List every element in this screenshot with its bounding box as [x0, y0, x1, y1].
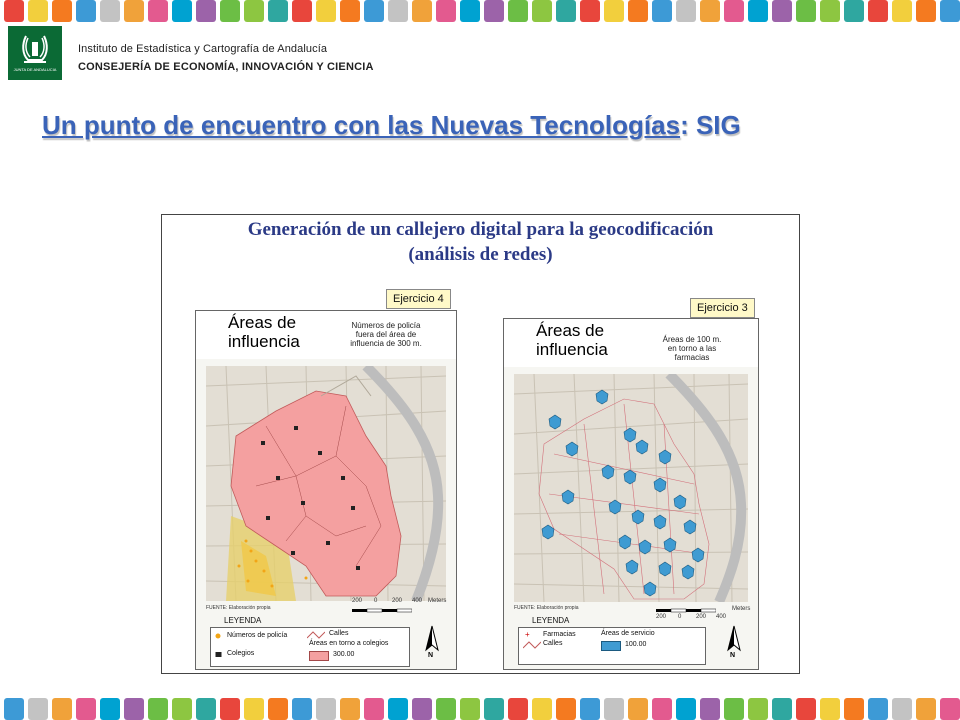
stripe-segment — [52, 0, 72, 22]
stripe-segment — [820, 698, 840, 720]
right-source: FUENTE: Elaboración propia — [514, 605, 579, 611]
stripe-segment — [148, 0, 168, 22]
stripe-segment — [892, 0, 912, 22]
title-suffix: : SIG — [680, 110, 741, 140]
right-note-line2: en torno a las — [667, 344, 717, 353]
top-color-stripe — [0, 0, 960, 22]
stripe-segment — [604, 0, 624, 22]
right-panel — [503, 318, 759, 670]
left-scale-0: 0 — [374, 598, 378, 604]
right-scale-200a: 200 — [656, 614, 667, 620]
right-heading-line1: Áreas de — [536, 321, 605, 340]
stripe-segment — [580, 0, 600, 22]
stripe-segment — [148, 698, 168, 720]
stripe-segment — [388, 698, 408, 720]
stripe-segment — [316, 698, 336, 720]
title-link[interactable]: Un punto de encuentro con las Nuevas Tecnologías — [42, 110, 681, 140]
stripe-segment — [76, 698, 96, 720]
right-note-line1: Áreas de 100 m. — [662, 335, 722, 344]
stripe-segment — [844, 698, 864, 720]
stripe-segment — [676, 0, 696, 22]
right-scale-200b: 200 — [696, 614, 707, 620]
stripe-segment — [268, 698, 288, 720]
pink-swatch — [309, 651, 329, 661]
stripe-segment — [628, 698, 648, 720]
stripe-segment — [748, 698, 768, 720]
stripe-segment — [292, 0, 312, 22]
stripe-segment — [76, 0, 96, 22]
pharmacy-cross-icon: + — [525, 630, 530, 639]
bottom-color-stripe — [0, 698, 960, 720]
stripe-segment — [4, 698, 24, 720]
stripe-segment — [916, 0, 936, 22]
stripe-segment — [652, 698, 672, 720]
stripe-segment — [196, 0, 216, 22]
stripe-segment — [124, 0, 144, 22]
legend-areas-title: Áreas en torno a colegios — [309, 640, 389, 647]
stripe-segment — [460, 698, 480, 720]
left-street-map — [206, 366, 446, 601]
stripe-segment — [508, 698, 528, 720]
stripe-segment — [340, 0, 360, 22]
right-scale-unit: Meters — [732, 606, 751, 612]
stripe-segment — [28, 698, 48, 720]
stripe-segment — [748, 0, 768, 22]
street-legend-icon — [523, 641, 541, 649]
left-scale-bar — [352, 606, 412, 614]
stripe-segment — [676, 698, 696, 720]
stripe-segment — [412, 0, 432, 22]
stripe-segment — [652, 0, 672, 22]
left-source: FUENTE: Elaboración propia — [206, 605, 271, 611]
left-north-label: N — [428, 652, 434, 659]
logo-caption: JUNTA DE ANDALUCIA — [13, 67, 57, 72]
stripe-segment — [772, 0, 792, 22]
stripe-segment — [28, 0, 48, 22]
stripe-segment — [700, 698, 720, 720]
legend-service-title: Áreas de servicio — [601, 630, 655, 637]
right-legend — [518, 627, 706, 665]
stripe-segment — [604, 698, 624, 720]
stripe-segment — [412, 698, 432, 720]
right-panel-head — [504, 319, 758, 367]
stripe-segment — [796, 698, 816, 720]
legend-calles: Calles — [543, 640, 563, 647]
right-note-line3: farmacias — [674, 353, 710, 362]
stripe-segment — [796, 0, 816, 22]
stripe-segment — [52, 698, 72, 720]
left-heading-line1: Áreas de — [228, 313, 297, 332]
left-note — [338, 321, 434, 348]
slide-title — [42, 110, 741, 141]
stripe-segment — [484, 698, 504, 720]
legend-calles: Calles — [329, 630, 349, 637]
left-scale-200b: 200 — [392, 598, 403, 604]
stripe-segment — [556, 0, 576, 22]
stripe-segment — [484, 0, 504, 22]
junta-andalucia-logo — [8, 26, 62, 80]
left-panel — [195, 310, 457, 670]
stripe-segment — [340, 698, 360, 720]
left-scale-400: 400 — [412, 598, 423, 604]
stripe-segment — [268, 0, 288, 22]
stripe-segment — [292, 698, 312, 720]
figure-title-line1: Generación de un callejero digital para la geocodificación — [247, 219, 714, 240]
right-north-label: N — [730, 652, 736, 659]
stripe-segment — [364, 0, 384, 22]
left-scale-200a: 200 — [352, 598, 363, 604]
stripe-segment — [364, 698, 384, 720]
stripe-segment — [940, 698, 960, 720]
stripe-segment — [868, 0, 888, 22]
legend-areas-value: 300.00 — [333, 651, 355, 658]
stripe-segment — [532, 698, 552, 720]
right-street-map — [514, 374, 748, 602]
stripe-segment — [436, 698, 456, 720]
stripe-segment — [436, 0, 456, 22]
stripe-segment — [772, 698, 792, 720]
stripe-segment — [172, 698, 192, 720]
header — [8, 26, 608, 84]
sig-figure — [161, 214, 800, 674]
stripe-segment — [220, 698, 240, 720]
left-heading-line2: influencia — [228, 332, 300, 351]
legend-colegios: Colegios — [227, 650, 255, 657]
stripe-segment — [100, 0, 120, 22]
right-scale-400: 400 — [716, 614, 727, 620]
legend-policia: Números de policía — [227, 632, 288, 639]
stripe-segment — [316, 0, 336, 22]
stripe-segment — [388, 0, 408, 22]
left-legend-title: LEYENDA — [224, 616, 262, 625]
stripe-segment — [532, 0, 552, 22]
stripe-segment — [556, 698, 576, 720]
stripe-segment — [868, 698, 888, 720]
right-heading-line2: influencia — [536, 340, 608, 359]
ministry-name: CONSEJERÍA DE ECONOMÍA, INNOVACIÓN Y CIENCIA — [78, 61, 374, 73]
stripe-segment — [892, 698, 912, 720]
legend-farmacias: Farmacias — [543, 631, 576, 638]
left-legend — [210, 627, 410, 667]
stripe-segment — [820, 0, 840, 22]
institute-name: Instituto de Estadística y Cartografía de Andalucía — [78, 43, 328, 55]
right-scale-bar — [656, 606, 716, 614]
stripe-segment — [100, 698, 120, 720]
stripe-segment — [940, 0, 960, 22]
blue-swatch — [601, 641, 621, 651]
figure-title-line2: (análisis de redes) — [408, 244, 553, 265]
stripe-segment — [220, 0, 240, 22]
stripe-segment — [916, 698, 936, 720]
stripe-segment — [4, 0, 24, 22]
left-scale-unit: Meters — [428, 598, 447, 604]
street-legend-icon — [307, 631, 325, 639]
school-legend-icon — [215, 651, 222, 658]
stripe-segment — [580, 698, 600, 720]
left-panel-head — [196, 311, 456, 359]
stripe-segment — [172, 0, 192, 22]
right-legend-title: LEYENDA — [532, 616, 570, 625]
exercise-tag-left: Ejercicio 4 — [386, 289, 451, 309]
legend-service-value: 100.00 — [625, 641, 647, 648]
stripe-segment — [244, 0, 264, 22]
left-note-line3: influencia de 300 m. — [350, 339, 422, 348]
stripe-segment — [244, 698, 264, 720]
stripe-segment — [460, 0, 480, 22]
stripe-segment — [700, 0, 720, 22]
right-note — [644, 335, 740, 362]
stripe-segment — [508, 0, 528, 22]
stripe-segment — [628, 0, 648, 22]
stripe-segment — [844, 0, 864, 22]
left-note-line2: fuera del área de — [355, 330, 417, 339]
stripe-segment — [124, 698, 144, 720]
stripe-segment — [196, 698, 216, 720]
stripe-segment — [724, 0, 744, 22]
right-scale-0: 0 — [678, 614, 682, 620]
left-note-line1: Números de policía — [351, 321, 421, 330]
exercise-tag-right: Ejercicio 3 — [690, 298, 755, 318]
dot-legend-icon — [215, 633, 221, 639]
stripe-segment — [724, 698, 744, 720]
